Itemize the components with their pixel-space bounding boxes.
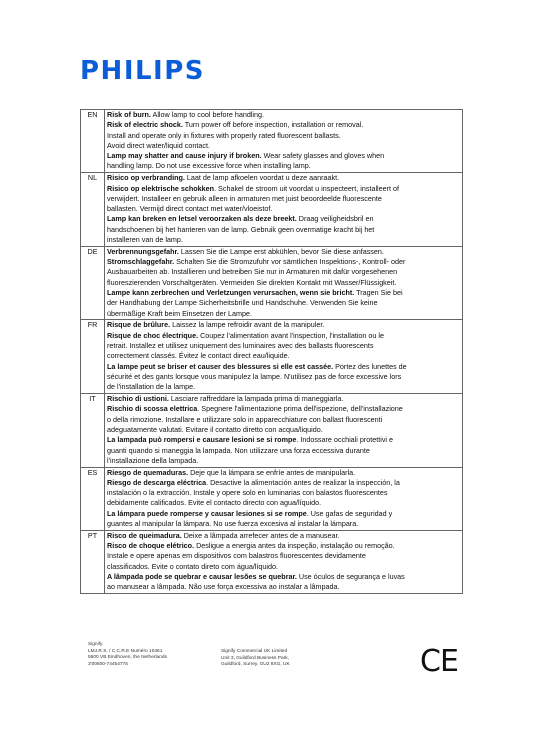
warning-body-text: Allow lamp to cool before handling. [150, 110, 265, 119]
warning-line [107, 446, 460, 456]
warning-heading: Risco de queimadura. [107, 530, 182, 540]
footer-line: Signify Commercial UK Limited [221, 649, 288, 654]
warning-body-text: Laissez la lampe refroidir avant de la manipuler. [170, 320, 325, 330]
warning-body-text: ballasten. Vermijd direct contact met water/vloeistof. [107, 204, 273, 214]
language-code: EN [81, 110, 105, 173]
warning-line [107, 247, 460, 257]
warning-body-text: Ausbauarbeiten ab. Installieren und betreiben Sie nur in Armaturen mit dafür vorgesehenen [107, 267, 398, 277]
warning-heading: Lamp kan breken en letsel veroorzaken als deze breekt. [107, 214, 297, 224]
footer-line: Unit 3, Guildford Business Park, [221, 655, 289, 661]
footer-line: 3'00800-74454775 [88, 661, 128, 667]
warning-line [107, 235, 460, 245]
warning-row-nl [81, 173, 463, 247]
warning-line [107, 151, 460, 161]
warning-line [107, 572, 460, 582]
warning-line [107, 415, 460, 425]
warning-body-text: fluoreszierenden Vorschaltgeräten. Vermeiden Sie direkten Kontakt mit Wasser/Flüssigkeit. [107, 277, 397, 287]
warning-line [107, 161, 460, 171]
warning-line [107, 131, 460, 141]
warning-text [105, 246, 463, 320]
language-code: FR [81, 320, 105, 394]
warning-body-text: Turn power off before inspection, installation or removal. [182, 120, 364, 130]
footer-address-left [88, 642, 167, 668]
language-code: DE [81, 246, 105, 320]
warning-line [107, 456, 460, 466]
warning-line [107, 362, 460, 372]
warning-line [107, 582, 460, 592]
warning-row-es [81, 467, 463, 530]
warning-body-text: Use óculos de segurança e luvas [296, 572, 405, 582]
footer-line: 5600 VB Eindhoven, the Netherlands [88, 655, 167, 661]
warning-text [105, 173, 463, 247]
warning-heading: La lámpara puede romperse y causar lesiones si se rompe [107, 508, 307, 518]
warning-body-text: classificados. Evite o contato direto com água/líquido. [107, 561, 278, 571]
warning-body-text: . Schakel de stroom uit voordat u inspecteert, installeert of [214, 183, 400, 193]
warning-row-fr [81, 320, 463, 394]
warning-heading: La lampe peut se briser et causer des blessures si elle est cassée. [107, 361, 334, 371]
warning-line [107, 120, 460, 130]
warning-heading: Risque de choc électrique. [107, 330, 199, 340]
warning-body-text: debidamente calificados. Evite el contacto directo con agua/líquido. [107, 498, 322, 508]
warning-line [107, 341, 460, 351]
warning-body-text: Deixe a lâmpada arrefecer antes de a manusear. [181, 530, 340, 540]
warning-heading: Riesgo de descarga eléctrica [107, 477, 207, 487]
warning-text [105, 467, 463, 530]
warning-row-de [81, 246, 463, 320]
warning-heading: Risque de brûlure. [107, 320, 171, 330]
footer-line: Guildford, Surrey, GU2 8XG, UK [221, 662, 290, 668]
warning-heading: Risco de choque elétrico. [107, 541, 195, 551]
warning-line [107, 225, 460, 235]
warning-text [105, 320, 463, 394]
warning-body-text: guantes al manipular la lámpara. No use fuerza excesiva al instalar la lámpara. [107, 519, 359, 529]
warning-line [107, 309, 460, 319]
warning-body-text: Laat de lamp afkoelen voordat u deze aanraakt. [184, 173, 340, 183]
warning-body-text: retrait. Installez et utilisez uniquement des luminaires avec des ballasts fluorescents [107, 341, 374, 351]
ce-mark: CE [420, 644, 458, 679]
warning-line [107, 435, 460, 445]
warning-heading: Risk of electric shock. [107, 120, 183, 130]
warning-heading: Risico op elektrische schokken [107, 183, 215, 193]
warning-body-text: Deje que la lámpara se enfríe antes de manipularla. [188, 467, 356, 477]
language-code: ES [81, 467, 105, 530]
warning-body-text: . Desactive la alimentación antes de realizar la inspección, la [206, 477, 400, 487]
warning-line [107, 141, 460, 151]
warning-line [107, 110, 460, 120]
warning-line [107, 372, 460, 382]
warning-body-text: Draag veiligheidsbril en [296, 214, 374, 224]
warning-body-text: Install and operate only in fixtures with properly rated fluorescent ballasts. [107, 130, 341, 140]
warning-line [107, 541, 460, 551]
footer-line: LMJ.R.S. / C.C.R.E Numéro 10461 [88, 648, 163, 654]
warning-line [107, 257, 460, 267]
warning-heading: La lampada può rompersi e causare lesioni se si rompe [107, 435, 297, 445]
warning-line [107, 214, 460, 224]
warning-line [107, 531, 460, 541]
warning-body-text: Lasciare raffreddare la lampada prima di maneggiarla. [168, 394, 344, 404]
warning-row-it [81, 394, 463, 468]
footer-line: Signify [88, 642, 103, 647]
language-code: NL [81, 173, 105, 247]
warning-body-text: de l'installation de la lampe. [107, 382, 196, 392]
warning-line [107, 173, 460, 183]
warning-line [107, 331, 460, 341]
warning-line [107, 382, 460, 392]
warning-body-text: Desligue a energia antes da inspeção, instalação ou remoção. [194, 541, 395, 551]
warning-body-text: handschoenen bij het hanteren van de lamp. Gebruik geen overmatige kracht bij het [107, 224, 375, 234]
warning-body-text: Tragen Sie bei [354, 288, 403, 298]
warning-heading: Rischio di ustioni. [107, 394, 169, 404]
warning-body-text: übermäßige Kraft beim Einsetzen der Lampe. [107, 308, 253, 318]
warning-body-text: Wear safety glasses and gloves when [261, 151, 385, 161]
warning-line [107, 509, 460, 519]
footer-address-middle [221, 649, 290, 669]
warning-body-text: Instale e opere apenas em dispositivos com balastros fluorescentes devidamente [107, 551, 366, 561]
warning-body-text: der Handhabung der Lampe Sicherheitsbrille und Handschuhe. Verwenden Sie keine [107, 298, 378, 308]
warning-body-text: correctement classés. Évitez le contact direct eau/liquide. [107, 351, 290, 361]
warning-line [107, 551, 460, 561]
warning-body-text: Portez des lunettes de [333, 361, 407, 371]
warning-row-en [81, 110, 463, 173]
warning-line [107, 278, 460, 288]
warning-text [105, 394, 463, 468]
warning-body-text: . Use gafas de seguridad y [306, 508, 393, 518]
warning-line [107, 204, 460, 214]
warning-body-text: handling lamp. Do not use excessive force when installing lamp. [107, 161, 311, 171]
warning-body-text: . Spegnere l'alimentazione prima dell'ispezione, dell'installazione [197, 404, 403, 414]
warning-body-text: ao manusear a lâmpada. Não use força excessiva ao instalar a lâmpada. [107, 582, 340, 592]
warning-heading: Risk of burn. [107, 110, 151, 119]
warning-body-text: . Indossare occhiali protettivi e [296, 435, 394, 445]
warning-heading: Rischio di scossa elettrica [107, 404, 198, 414]
warning-line [107, 298, 460, 308]
warning-text [105, 110, 463, 173]
warning-line [107, 404, 460, 414]
warning-body-text: Avoid direct water/liquid contact. [107, 140, 210, 150]
warning-body-text: Schalten Sie die Stromzufuhr vor sämtlichen Inspektions-, Kontroll- oder [174, 257, 406, 267]
philips-logo: PHILIPS [80, 56, 206, 86]
warning-body-text: adeguatamente valutati. Evitare il contatto diretto con acqua/liquido. [107, 424, 323, 434]
warning-line [107, 288, 460, 298]
language-code: PT [81, 530, 105, 593]
warning-heading: Lampe kann zerbrechen und Verletzungen verursachen, wenn sie bricht. [107, 288, 355, 298]
warning-line [107, 498, 460, 508]
warning-body-text: o della rimozione. Installare e utilizzare solo in apparecchiature con ballast fluorescenti [107, 414, 383, 424]
warning-line [107, 351, 460, 361]
warning-heading: A lâmpada pode se quebrar e causar lesões se quebrar. [107, 572, 297, 582]
warning-heading: Stromschlaggefahr. [107, 257, 175, 267]
warning-line [107, 320, 460, 330]
warning-body-text: Coupez l'alimentation avant l'inspection, l'installation ou le [198, 330, 384, 340]
warning-text [105, 530, 463, 593]
warning-body-text: instalación o la extracción. Instale y opere solo en luminarias con balastos fluorescentes [107, 488, 388, 498]
warning-body-text: Lassen Sie die Lampe erst abkühlen, bevor Sie diese anfassen. [178, 246, 384, 256]
warning-heading: Risico op verbranding. [107, 173, 185, 183]
warning-line [107, 478, 460, 488]
warning-line [107, 519, 460, 529]
warning-heading: Verbrennungsgefahr. [107, 246, 179, 256]
language-code: IT [81, 394, 105, 468]
warning-line [107, 267, 460, 277]
warning-body-text: guanti quando si maneggia la lampada. Non utilizzare una forza eccessiva durante [107, 445, 370, 455]
warnings-body [81, 110, 463, 594]
warning-line [107, 468, 460, 478]
warning-body-text: verwijdert. Installeer en gebruik alleen in armaturen met juist beoordeelde fluorescente [107, 193, 382, 203]
warning-line [107, 394, 460, 404]
warning-line [107, 562, 460, 572]
safety-warnings-table [80, 109, 463, 594]
warning-heading: Lamp may shatter and cause injury if broken. [107, 151, 262, 161]
warning-body-text: sécurité et des gants lorsque vous manipulez la lampe. N'utilisez pas de force excessive lors [107, 371, 402, 381]
warning-row-pt [81, 530, 463, 593]
warning-heading: Riesgo de quemaduras. [107, 467, 189, 477]
warning-line [107, 425, 460, 435]
warning-line [107, 184, 460, 194]
warning-line [107, 488, 460, 498]
warning-line [107, 194, 460, 204]
warning-body-text: l'installazione della lampada. [107, 455, 199, 465]
warning-body-text: installeren van de lamp. [107, 235, 183, 245]
